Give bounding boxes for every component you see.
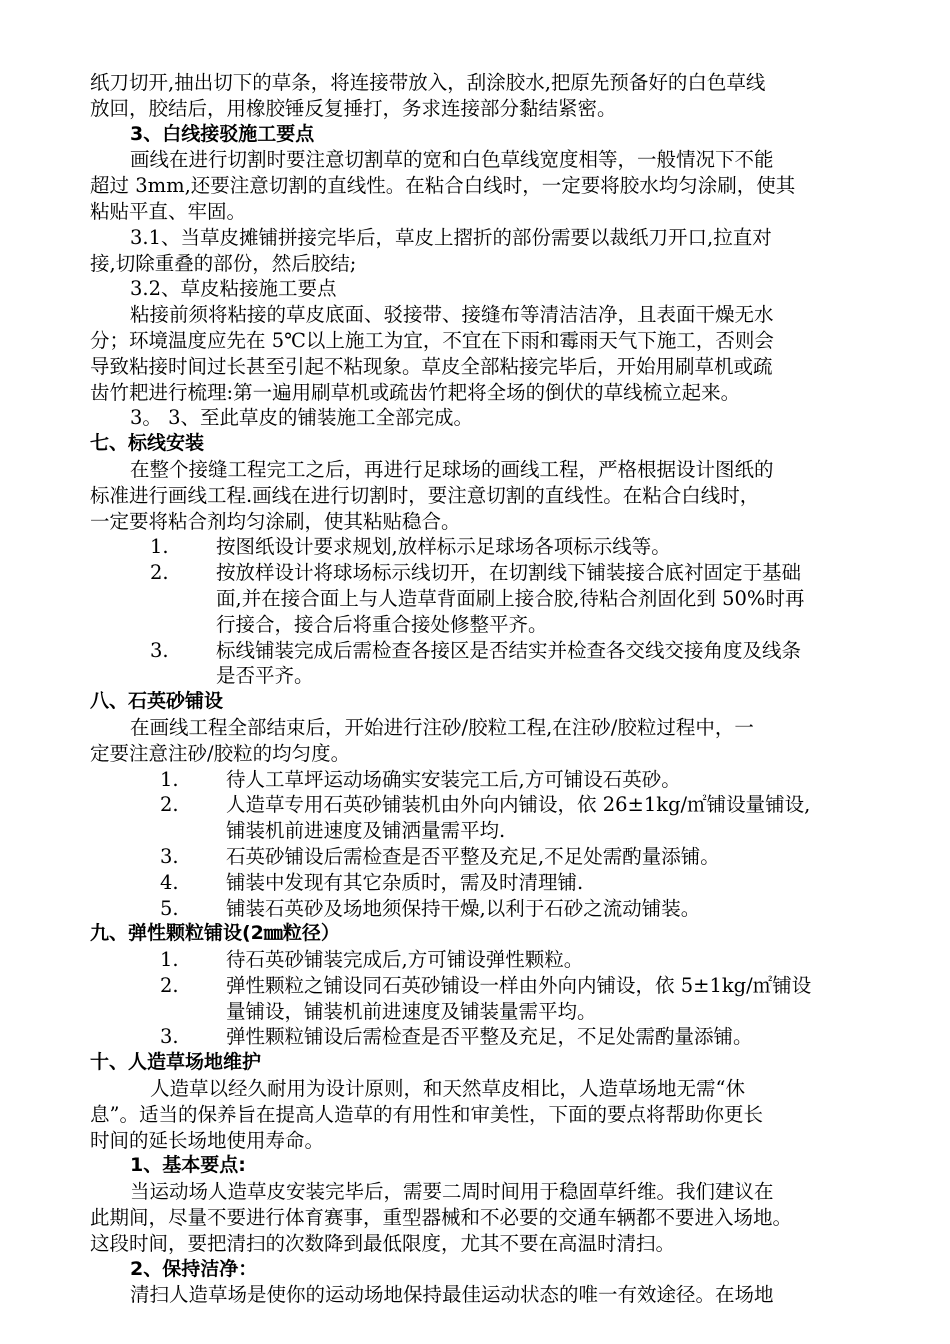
list-number: 3. bbox=[160, 844, 179, 868]
list-text: 待人工草坪运动场确实安装完工后,方可铺设石英砂。 bbox=[226, 767, 681, 791]
text-line: 粘接前须将粘接的草皮底面、驳接带、接缝布等清洁洁净，且表面干燥无水 bbox=[130, 303, 774, 327]
list-text: 标线铺装完成后需检查各接区是否结实并检查各交线交接角度及线条 bbox=[216, 638, 802, 662]
paragraph-keep-clean bbox=[90, 1282, 890, 1308]
list-text-continued: 是否平齐。 bbox=[216, 664, 314, 688]
section-7-intro bbox=[90, 457, 890, 534]
paragraph-3-3: 3。 3、至此草皮的铺装施工全部完成。 bbox=[130, 406, 474, 430]
section-8-list bbox=[90, 767, 890, 922]
list-item bbox=[90, 844, 890, 870]
list-text: 按放样设计将球场标示线切开，在切割线下铺装接合底衬固定于基础 bbox=[216, 561, 802, 585]
subheading-3-2: 3.2、草皮粘接施工要点 bbox=[130, 277, 337, 301]
text-line: 纸刀切开,抽出切下的草条，将连接带放入，刮涂胶水,把原先预备好的白色草线 bbox=[90, 71, 766, 94]
paragraph-3-1 bbox=[90, 225, 890, 277]
section-10-intro bbox=[90, 1076, 890, 1153]
list-text: 铺装中发现有其它杂质时，需及时清理铺. bbox=[226, 870, 584, 894]
list-number: 1. bbox=[160, 767, 179, 791]
text-line: 分；环境温度应先在 5℃以上施工为宜，不宜在下雨和霉雨天气下施工，否则会 bbox=[90, 328, 774, 352]
list-item bbox=[90, 560, 890, 586]
list-number: 1. bbox=[150, 535, 169, 559]
list-text: 铺装石英砂及场地须保持干燥,以利于石砂之流动铺装。 bbox=[226, 896, 701, 920]
list-text: 待石英砂铺装完成后,方可铺设弹性颗粒。 bbox=[226, 948, 584, 972]
text-line: 定要注意注砂/胶粒的均匀度。 bbox=[90, 741, 351, 765]
list-number: 1. bbox=[160, 948, 179, 972]
list-number: 3. bbox=[160, 1025, 179, 1049]
text-line: 清扫人造草场是使你的运动场地保持最佳运动状态的唯一有效途径。在场地 bbox=[130, 1283, 774, 1307]
heading-keep-clean: 2、保持洁净： bbox=[130, 1257, 258, 1280]
list-number: 2. bbox=[150, 561, 169, 585]
list-text: 人造草专用石英砂铺装机由外向内铺设，依 26±1kg/㎡铺设量铺设, bbox=[226, 793, 811, 817]
text-line: 人造草以经久耐用为设计原则，和天然草皮相比，人造草场地无需“休 bbox=[150, 1077, 745, 1101]
text-line: 一定要将粘合剂均匀涂刷，使其粘贴稳合。 bbox=[90, 509, 461, 533]
section-title-7: 七、标线安装 bbox=[90, 432, 205, 455]
list-text-continued: 量铺设，铺装机前进速度及铺装量需平均。 bbox=[226, 999, 597, 1023]
list-number: 2. bbox=[160, 973, 179, 997]
text-line: 时间的延长场地使用寿命。 bbox=[90, 1128, 325, 1152]
section-title-9: 九、弹性颗粒铺设(2㎜粒径） bbox=[90, 922, 340, 945]
section-8-intro bbox=[90, 715, 890, 767]
text-line: 导致粘接时间过长甚至引起不粘现象。草皮全部粘接完毕后，开始用刷草机或疏 bbox=[90, 354, 773, 378]
list-number: 3. bbox=[150, 638, 169, 662]
text-line: 粘贴平直、牢固。 bbox=[90, 199, 247, 223]
text-line: 3.1、当草皮摊铺拼接完毕后，草皮上摺折的部份需要以裁纸刀开口,拉直对 bbox=[130, 225, 772, 249]
text-line: 在整个接缝工程完工之后，再进行足球场的画线工程，严格根据设计图纸的 bbox=[130, 457, 774, 481]
section-7-list bbox=[90, 534, 890, 689]
list-text: 弹性颗粒之铺设同石英砂铺设一样由外向内铺设，依 5±1kg/㎡铺设 bbox=[226, 973, 812, 997]
list-item bbox=[90, 870, 890, 896]
list-text-continued: 面,并在接合面上与人造草背面刷上接合胶,待粘合剂固化到 50%时再 bbox=[216, 586, 805, 610]
list-number: 5. bbox=[160, 896, 179, 920]
list-text: 弹性颗粒铺设后需检查是否平整及充足，不足处需酌量添铺。 bbox=[226, 1025, 753, 1049]
list-item bbox=[90, 638, 890, 664]
list-item bbox=[90, 973, 890, 999]
list-text-continued: 行接合，接合后将重合接处修整平齐。 bbox=[216, 612, 548, 636]
text-line: 标准进行画线工程.画线在进行切割时，要注意切割的直线性。在粘合白线时， bbox=[90, 483, 760, 507]
paragraph-3-2 bbox=[90, 302, 890, 405]
text-line: 放回，胶结后，用橡胶锤反复捶打，务求连接部分黏结紧密。 bbox=[90, 96, 617, 120]
list-item bbox=[90, 896, 890, 922]
list-item bbox=[90, 767, 890, 793]
heading-basic-points: 1、基本要点: bbox=[130, 1154, 246, 1177]
text-line: 齿竹耙进行梳理:第一遍用刷草机或疏齿竹耙将全场的倒伏的草线梳立起来。 bbox=[90, 380, 741, 404]
list-item bbox=[90, 534, 890, 560]
text-line: 当运动场人造草皮安装完毕后，需要二周时间用于稳固草纤维。我们建议在 bbox=[130, 1180, 774, 1204]
list-text-continued: 铺装机前进速度及铺洒量需平均. bbox=[226, 819, 506, 843]
list-number: 4. bbox=[160, 870, 179, 894]
text-line: 画线在进行切割时要注意切割草的宽和白色草线宽度相等，一般情况下不能 bbox=[130, 148, 774, 172]
heading-white-line: 3、白线接驳施工要点 bbox=[130, 122, 315, 145]
text-line: 此期间，尽量不要进行体育赛事，重型器械和不必要的交通车辆都不要进入场地。 bbox=[90, 1206, 793, 1230]
list-item bbox=[90, 792, 890, 818]
text-line: 这段时间，要把清扫的次数降到最低限度，尤其不要在高温时清扫。 bbox=[90, 1231, 676, 1255]
text-line: 息”。适当的保养旨在提高人造草的有用性和审美性，下面的要点将帮助你更长 bbox=[90, 1102, 763, 1126]
text-line: 接,切除重叠的部份，然后胶结; bbox=[90, 251, 357, 275]
section-title-10: 十、人造草场地维护 bbox=[90, 1051, 262, 1074]
text-line: 在画线工程全部结束后，开始进行注砂/胶粒工程,在注砂/胶粒过程中，一 bbox=[130, 715, 754, 739]
list-item bbox=[90, 947, 890, 973]
paragraph-intro bbox=[90, 70, 890, 122]
section-9-list bbox=[90, 947, 890, 1050]
document-body bbox=[90, 70, 890, 1308]
list-number: 2. bbox=[160, 793, 179, 817]
section-title-8: 八、石英砂铺设 bbox=[90, 690, 224, 713]
list-text: 按图纸设计要求规划,放样标示足球场各项标示线等。 bbox=[216, 535, 671, 559]
list-item bbox=[90, 1024, 890, 1050]
text-line: 超过 3mm,还要注意切割的直线性。在粘合白线时，一定要将胶水均匀涂刷，使其 bbox=[90, 174, 796, 198]
paragraph-white-line bbox=[90, 147, 890, 224]
list-text: 石英砂铺设后需检查是否平整及充足,不足处需酌量添铺。 bbox=[226, 844, 720, 868]
paragraph-basic-points bbox=[90, 1179, 890, 1256]
